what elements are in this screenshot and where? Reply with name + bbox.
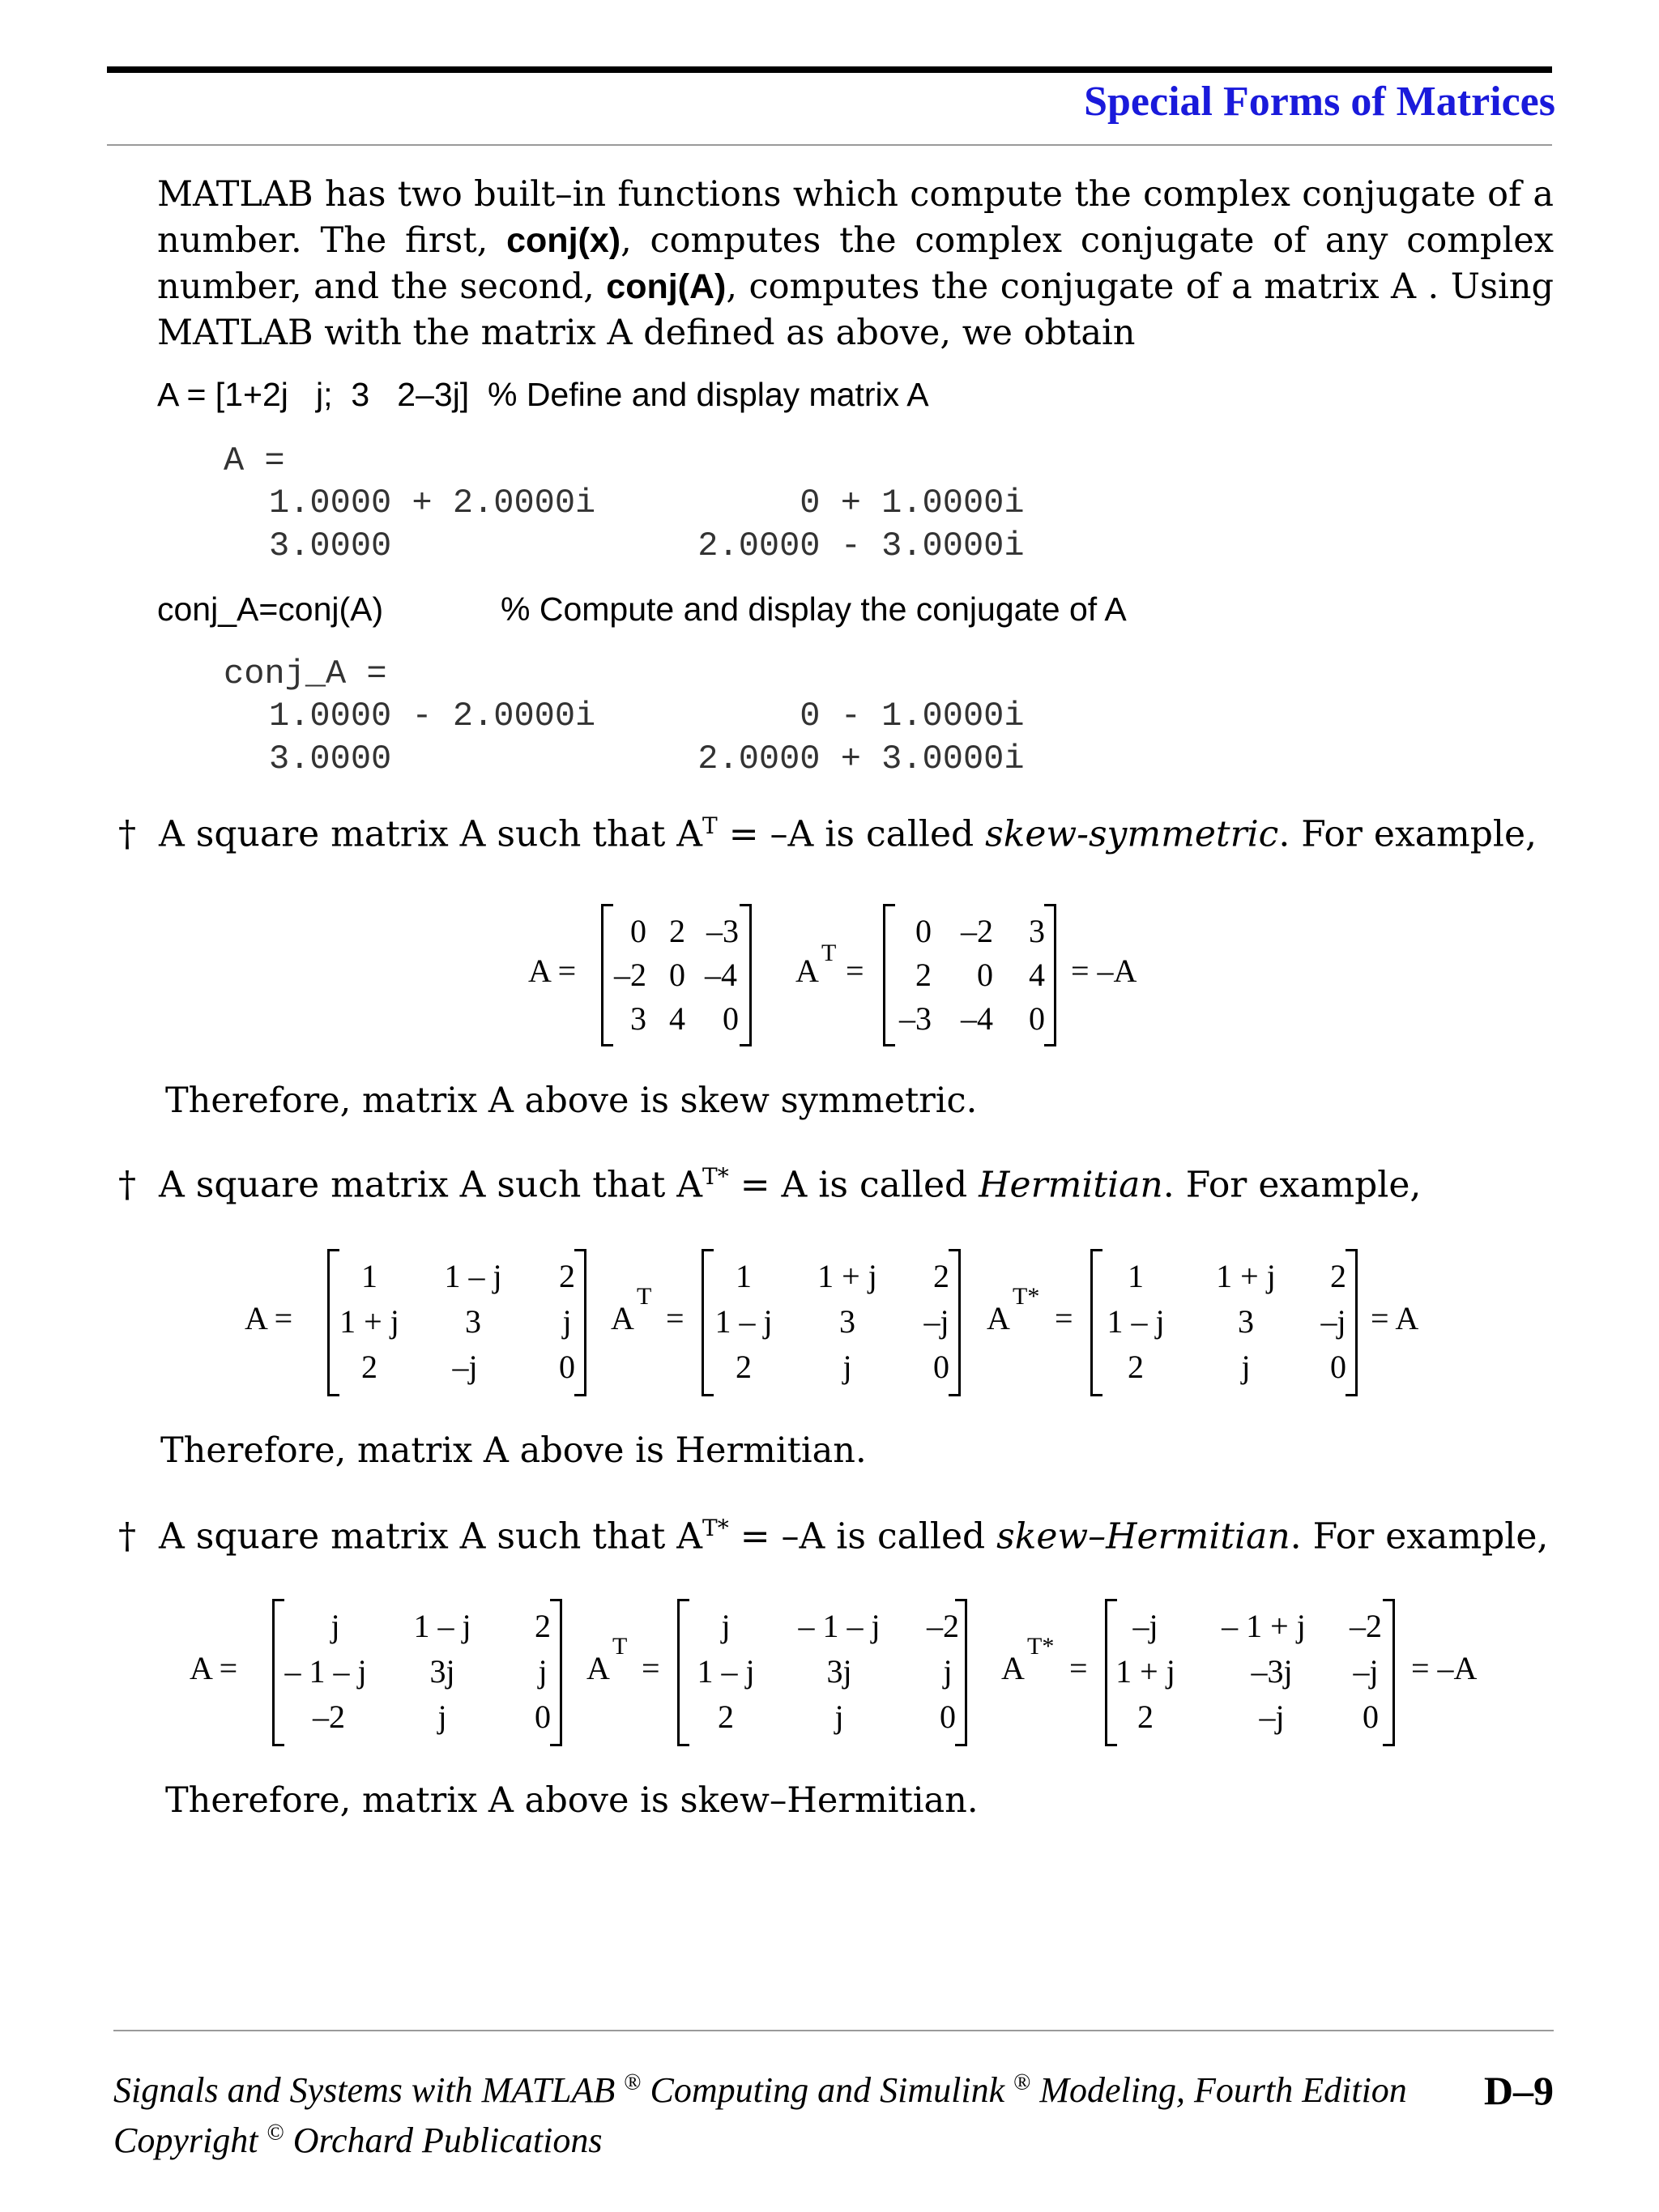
matrix-cell: –j	[1320, 1303, 1346, 1340]
ss-at-equals: =	[846, 953, 864, 989]
sh-matrix-atstar	[1105, 1599, 1395, 1746]
matrix-cell: 1 + j	[339, 1303, 399, 1340]
matrix-cell: –j	[923, 1303, 949, 1340]
matrix-cell: 1	[1128, 1258, 1144, 1294]
skew-symmetric-definition: † A square matrix A such that $A^T = -A$ is called skew-symmetric. For example,	[118, 812, 1537, 855]
matrix-cell: 3	[630, 1000, 646, 1037]
matrix-cell: 1 + j	[1115, 1653, 1175, 1690]
matrix-cell: 1	[736, 1258, 752, 1294]
h-at-superscript: T	[637, 1283, 652, 1310]
matrix-cell: 2	[915, 957, 932, 993]
skew-symmetric-conclusion: Therefore, matrix A above is skew symmetric.	[165, 1080, 978, 1121]
matlab-command-1: A = [1+2j j; 3 2–3j] % Define and display matrix A	[157, 376, 929, 413]
matrix-cell: j	[437, 1698, 447, 1735]
footer-book-title: Signals and Systems with MATLAB ® Computing and Simulink ® Modeling, Fourth Edition	[113, 2069, 1407, 2110]
matrix-cell: j	[331, 1608, 340, 1644]
h-atstar-superscript: T*	[1013, 1283, 1040, 1310]
matrix-cell: 1 + j	[1216, 1258, 1276, 1294]
sh-matrix-a	[272, 1599, 562, 1746]
skew-hermitian-definition: † A square matrix A such that $A^{T*} = -A$ is called skew–Hermitian. For example,	[118, 1515, 1549, 1558]
output-2-row-1: 1.0000 - 2.0000i 0 - 1.0000i	[269, 697, 1025, 735]
h-atstar-equals: =	[1055, 1300, 1073, 1336]
sh-at-superscript: T	[612, 1633, 628, 1660]
matrix-cell: 2	[1128, 1349, 1144, 1385]
matrix-cell: 2	[361, 1349, 377, 1385]
matrix-cell: j	[1241, 1349, 1251, 1385]
hermitian-conclusion: Therefore, matrix A above is Hermitian.	[160, 1430, 867, 1471]
matrix-cell: 3	[465, 1303, 481, 1340]
matrix-cell: 0	[723, 1000, 739, 1037]
hermitian-definition: † A square matrix A such that $A^{T*} = A$ is called Hermitian. For example,	[118, 1163, 1422, 1206]
h-matrix-atstar	[1090, 1249, 1358, 1396]
matrix-cell: 2	[718, 1698, 734, 1735]
matrix-cell: 3j	[429, 1653, 455, 1690]
skew-hermitian-conclusion: Therefore, matrix A above is skew–Hermitian.	[165, 1780, 979, 1821]
matrix-cell: 0	[1330, 1349, 1346, 1385]
ss-at-label: A	[795, 953, 819, 989]
matrix-cell: j	[538, 1653, 548, 1690]
matrix-cell: 0	[535, 1698, 551, 1735]
ss-a-label: A =	[528, 953, 577, 989]
ss-result: = –A	[1071, 953, 1137, 989]
sh-a-label: A =	[190, 1650, 238, 1686]
matrix-cell: –2	[313, 1698, 345, 1735]
matrix-cell: 1 – j	[413, 1608, 471, 1644]
output-2-row-2: 3.0000 2.0000 + 3.0000i	[269, 739, 1025, 778]
matrix-cell: –j	[452, 1349, 478, 1385]
matrix-cell: 0	[915, 913, 932, 949]
h-a-label: A =	[245, 1300, 293, 1336]
matrix-cell: –4	[705, 957, 737, 993]
matrix-cell: j	[842, 1349, 852, 1385]
matrix-cell: –j	[1353, 1653, 1379, 1690]
header-divider	[107, 144, 1552, 146]
matrix-cell: 1 – j	[444, 1258, 502, 1294]
h-matrix-a	[327, 1249, 586, 1396]
matrix-cell: 1 + j	[817, 1258, 877, 1294]
intro-paragraph: MATLAB has two built–in functions which compute the complex conjugate of a number. The first, conj(x), computes the complex conjugate of any complex number, and the second, conj(A), computes the conjugate of a matrix A . Using MATLAB with the matrix A defined as above, we obtain	[157, 174, 1554, 353]
matrix-cell: 1	[361, 1258, 377, 1294]
sh-at-equals: =	[642, 1650, 660, 1686]
ss-matrix-a	[601, 904, 752, 1046]
matrix-cell: 1 – j	[1107, 1303, 1165, 1340]
matrix-cell: j	[943, 1653, 953, 1690]
matrix-cell: 3	[1238, 1303, 1254, 1340]
h-matrix-at	[702, 1249, 961, 1396]
ss-matrix-at	[883, 904, 1056, 1046]
matrix-cell: –4	[961, 1000, 993, 1037]
matrix-cell: 2	[933, 1258, 949, 1294]
h-at-label: A	[611, 1300, 634, 1336]
matrix-cell: –3	[899, 1000, 932, 1037]
header-rule	[107, 66, 1552, 73]
matrix-cell: j	[721, 1608, 731, 1644]
matlab-command-2: conj_A=conj(A)	[157, 590, 384, 628]
ss-at-superscript: T	[821, 940, 837, 966]
matrix-cell: 0	[669, 957, 685, 993]
matrix-cell: 2	[669, 913, 685, 949]
matrix-cell: 0	[630, 913, 646, 949]
sh-atstar-equals: =	[1069, 1650, 1088, 1686]
matrix-cell: –2	[1350, 1608, 1382, 1644]
h-result: = A	[1371, 1300, 1419, 1336]
matrix-cell: 0	[933, 1349, 949, 1385]
matlab-comment-2: % Compute and display the conjugate of A	[501, 590, 1127, 628]
matrix-cell: 3	[1029, 913, 1045, 949]
matrix-cell: 4	[1029, 957, 1045, 993]
output-1-label: A =	[224, 441, 285, 480]
matrix-cell: –2	[927, 1608, 959, 1644]
h-at-equals: =	[666, 1300, 684, 1336]
matrix-cell: j	[562, 1303, 572, 1340]
sh-atstar-label: A	[1001, 1650, 1025, 1686]
matrix-cell: 2	[559, 1258, 575, 1294]
footer-divider	[113, 2030, 1554, 2031]
sh-atstar-superscript: T*	[1027, 1633, 1055, 1660]
matrix-cell: 1 – j	[697, 1653, 755, 1690]
page-number: D–9	[1483, 2068, 1554, 2113]
sh-at-label: A	[586, 1650, 610, 1686]
matrix-cell: –2	[961, 913, 993, 949]
matrix-cell: 0	[940, 1698, 956, 1735]
page-title: Special Forms of Matrices	[1084, 79, 1555, 125]
output-1-row-2: 3.0000 2.0000 - 3.0000i	[269, 526, 1025, 565]
matrix-cell: 0	[1363, 1698, 1379, 1735]
matrix-cell: 1 – j	[714, 1303, 773, 1340]
matrix-cell: –3j	[1251, 1653, 1293, 1690]
output-2-label: conj_A =	[224, 654, 387, 693]
conj-x-command: conj(x)	[506, 221, 621, 260]
matrix-cell: 4	[669, 1000, 685, 1037]
matrix-cell: – 1 + j	[1222, 1608, 1306, 1644]
matrix-cell: – 1 – j	[284, 1653, 367, 1690]
sh-result: = –A	[1411, 1650, 1478, 1686]
matrix-cell: 2	[1330, 1258, 1346, 1294]
matrix-cell: 0	[559, 1349, 575, 1385]
matrix-cell: 2	[1137, 1698, 1154, 1735]
matrix-cell: – 1 – j	[798, 1608, 881, 1644]
conj-a-command: conj(A)	[606, 267, 727, 306]
h-atstar-label: A	[987, 1300, 1010, 1336]
matrix-cell: –j	[1132, 1608, 1158, 1644]
footer-copyright: Copyright © Orchard Publications	[113, 2120, 603, 2160]
matrix-cell: j	[834, 1698, 844, 1735]
output-1-row-1: 1.0000 + 2.0000i 0 + 1.0000i	[269, 484, 1025, 522]
matrix-cell: –j	[1259, 1698, 1285, 1735]
sh-matrix-at	[677, 1599, 967, 1746]
matrix-cell: 2	[736, 1349, 752, 1385]
matrix-cell: 0	[1029, 1000, 1045, 1037]
matrix-cell: 2	[535, 1608, 551, 1644]
matrix-cell: 0	[977, 957, 993, 993]
matrix-cell: 3j	[826, 1653, 852, 1690]
matrix-cell: –3	[706, 913, 739, 949]
matrix-cell: –2	[614, 957, 646, 993]
matrix-cell: 3	[839, 1303, 855, 1340]
